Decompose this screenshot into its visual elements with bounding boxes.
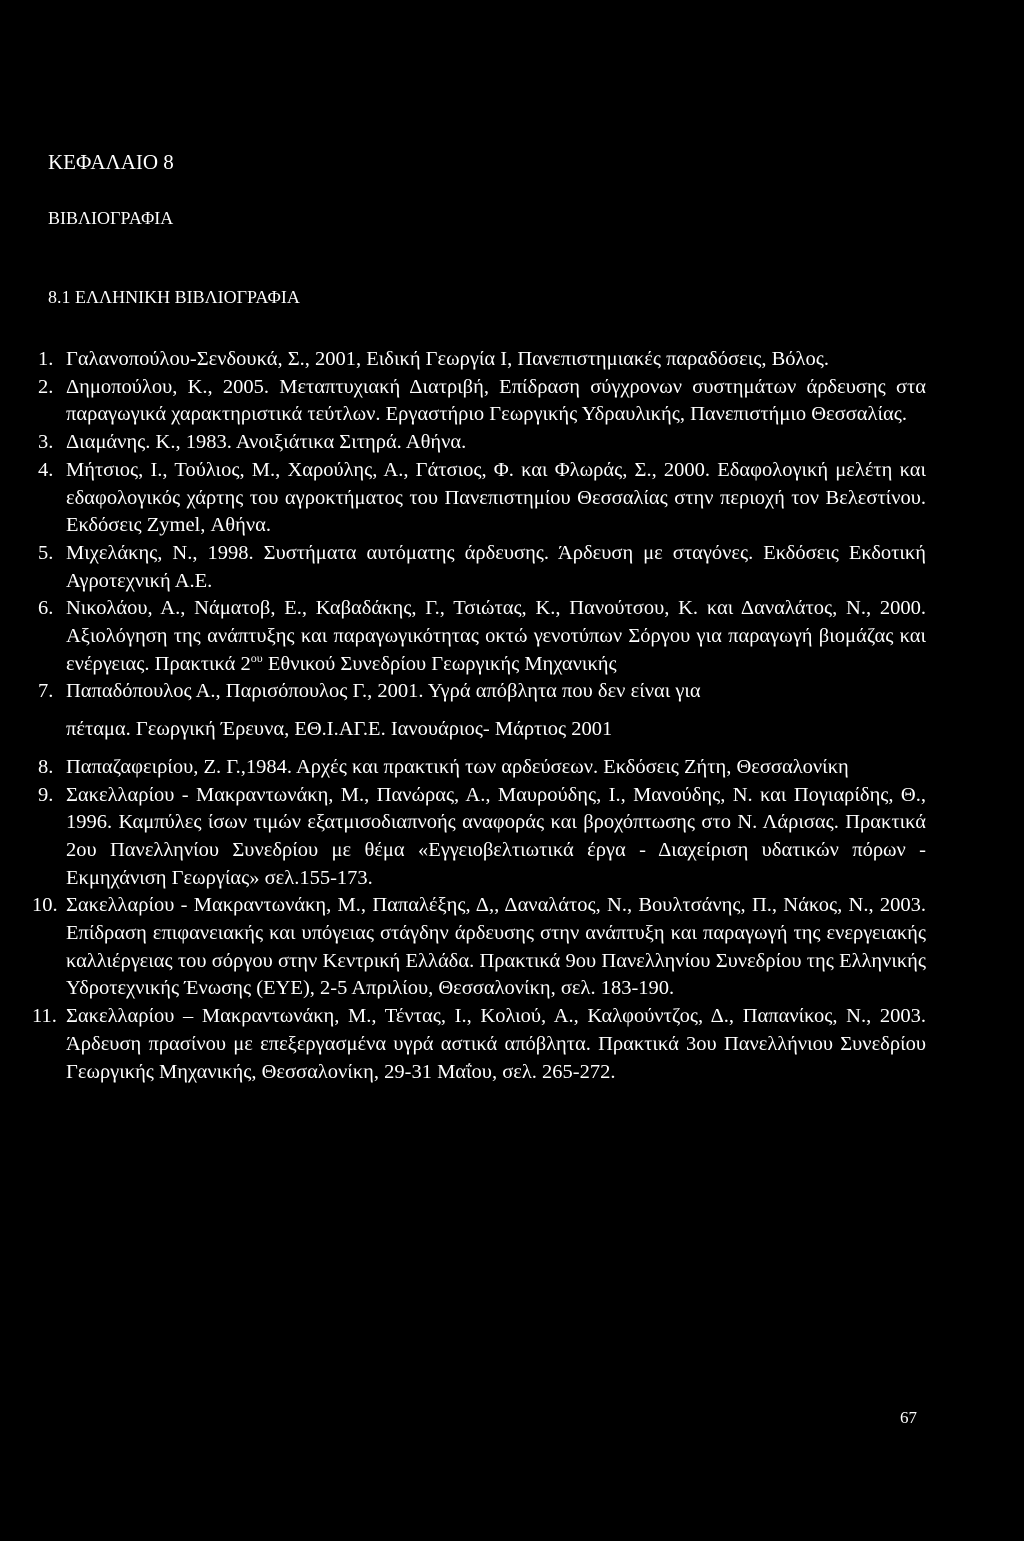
reference-number: 6.	[38, 597, 54, 620]
reference-text: Μήτσιος, Ι., Τούλιος, Μ., Χαρούλης, Α., Γάτσιος, Φ. και Φλωράς, Σ., 2000. Εδαφολογική μελέτη και εδαφολογικός χάρτης του αγροκτήματος του Πανεπιστημίου Θεσσαλίας στην περιοχή τον Βελεστίνου. Εκδόσεις Zymel, Αθήνα.	[66, 458, 926, 537]
reference-number: 5.	[38, 541, 54, 564]
reference-text-part: Νικολάου, Α., Νάματοβ, Ε., Καβαδάκης, Γ., Τσιώτας, Κ., Πανούτσου, Κ. και Δαναλάτος, Ν., 2000. Αξιολόγηση της ανάπτυξης και παραγωγικότητας οκτώ γενοτύπων Σόργου για παραγωγή βιομάζας και ενέργειας. Πρακτικά 2	[66, 597, 926, 675]
reference-item	[38, 595, 926, 678]
reference-text: Διαμάνης. Κ., 1983. Ανοιξιάτικα Σιτηρά. Αθήνα.	[66, 431, 467, 454]
reference-item	[38, 782, 926, 893]
reference-text: Δημοπούλου, Κ., 2005. Μεταπτυχιακή Διατριβή, Επίδραση σύγχρονων συστημάτων άρδευσης στα παραγωγικά χαρακτηριστικά τεύτλων. Εργαστήριο Γεωργικής Υδραυλικής, Πανεπιστήμιο Θεσσαλίας.	[66, 375, 926, 426]
reference-text: Σακελλαρίου - Μακραντωνάκη, Μ., Παπαλέξης, Δ,, Δαναλάτος, Ν., Βουλτσάνης, Π., Νάκος, Ν., 2003. Επίδραση επιφανειακής και υπόγειας στάγδην άρδευσης στην ανάπτυξη και παραγωγή της ενεργειακής καλλιέργειας του σόργου στην Κεντρική Ελλάδα. Πρακτικά 9ου Πανελληνίου Συνεδρίου της Ελληνικής Υδροτεχνικής Ένωσης (ΕΥΕ), 2-5 Απριλίου, Θεσσαλονίκη, σελ. 183-190.	[66, 894, 926, 1000]
reference-number: 8.	[38, 755, 54, 778]
reference-text: Σακελλαρίου – Μακραντωνάκη, Μ., Τέντας, Ι., Κολιού, Α., Καλφούντζος, Δ., Παπανίκος, Ν., 2003. Άρδευση πρασίνου με επεξεργασμένα υγρά αστικά απόβλητα. Πρακτικά 3ου Πανελλήνιου Συνεδρίου Γεωργικής Μηχανικής, Θεσσαλονίκη, 29-31 Μαΐου, σελ. 265-272.	[66, 1005, 926, 1083]
bibliography-heading: ΒΙΒΛΙΟΓΡΑΦΙΑ	[48, 208, 174, 228]
reference-text: Σακελλαρίου - Μακραντωνάκη, Μ., Πανώρας, Α., Μαυρούδης, Ι., Μανούδης, Ν. και Πογιαρίδης, Θ., 1996. Καμπύλες ίσων τιμών εξατμισοδιαπνοής αναφοράς και βροχόπτωσης στο Ν. Λάρισας. Πρακτικά 2ου Πανελληνίου Συνεδρίου με θέμα «Εγγειοβελτιωτικά έργα - Διαχείριση υδατικών πόρων - Εκμηχάνιση Γεωργίας» σελ.155-173.	[66, 783, 926, 889]
reference-item	[38, 429, 926, 457]
reference-number: 3.	[38, 431, 54, 454]
reference-item	[38, 346, 926, 374]
reference-item	[38, 374, 926, 429]
reference-text: Παπαζαφειρίου, Ζ. Γ.,1984. Αρχές και πρακτική των αρδεύσεων. Εκδόσεις Ζήτη, Θεσσαλονίκη	[66, 755, 849, 778]
reference-text-continued: πέταμα. Γεωργική Έρευνα, ΕΘ.Ι.ΑΓ.Ε. Ιανουάριος- Μάρτιος 2001	[66, 718, 613, 741]
reference-item	[32, 1003, 926, 1086]
reference-text: Γαλανοπούλου-Σενδουκά, Σ., 2001, Ειδική Γεωργία Ι, Πανεπιστημιακές παραδόσεις, Βόλος.	[66, 348, 829, 370]
reference-number: 7.	[38, 680, 54, 703]
reference-item	[32, 892, 926, 1003]
reference-number: 1.	[38, 348, 54, 370]
reference-text-part: Εθνικού Συνεδρίου Γεωργικής Μηχανικής	[262, 652, 617, 675]
reference-number: 9.	[38, 783, 54, 806]
reference-text	[66, 597, 926, 674]
reference-number: 11.	[32, 1005, 57, 1028]
reference-number: 4.	[38, 458, 54, 481]
reference-number: 10.	[32, 894, 58, 917]
ordinal-superscript: ου	[250, 650, 263, 665]
section-heading: 8.1 ΕΛΛΗΝΙΚΗ ΒΙΒΛΙΟΓΡΑΦΙΑ	[48, 287, 300, 307]
reference-number: 2.	[38, 375, 54, 398]
reference-item	[38, 678, 926, 743]
page-number: 67	[900, 1408, 917, 1427]
reference-list	[32, 346, 926, 1086]
reference-text: Μιχελάκης, Ν., 1998. Συστήματα αυτόματης άρδευσης. Άρδευση με σταγόνες. Εκδόσεις Εκδοτική Αγροτεχνική Α.Ε.	[66, 541, 926, 592]
reference-item	[38, 457, 926, 540]
reference-item	[38, 754, 926, 782]
reference-text: Παπαδόπουλος Α., Παρισόπουλος Γ., 2001. Υγρά απόβλητα που δεν είναι για	[66, 680, 701, 703]
reference-item	[38, 540, 926, 595]
chapter-title: ΚΕΦΑΛΑΙΟ 8	[48, 150, 174, 174]
